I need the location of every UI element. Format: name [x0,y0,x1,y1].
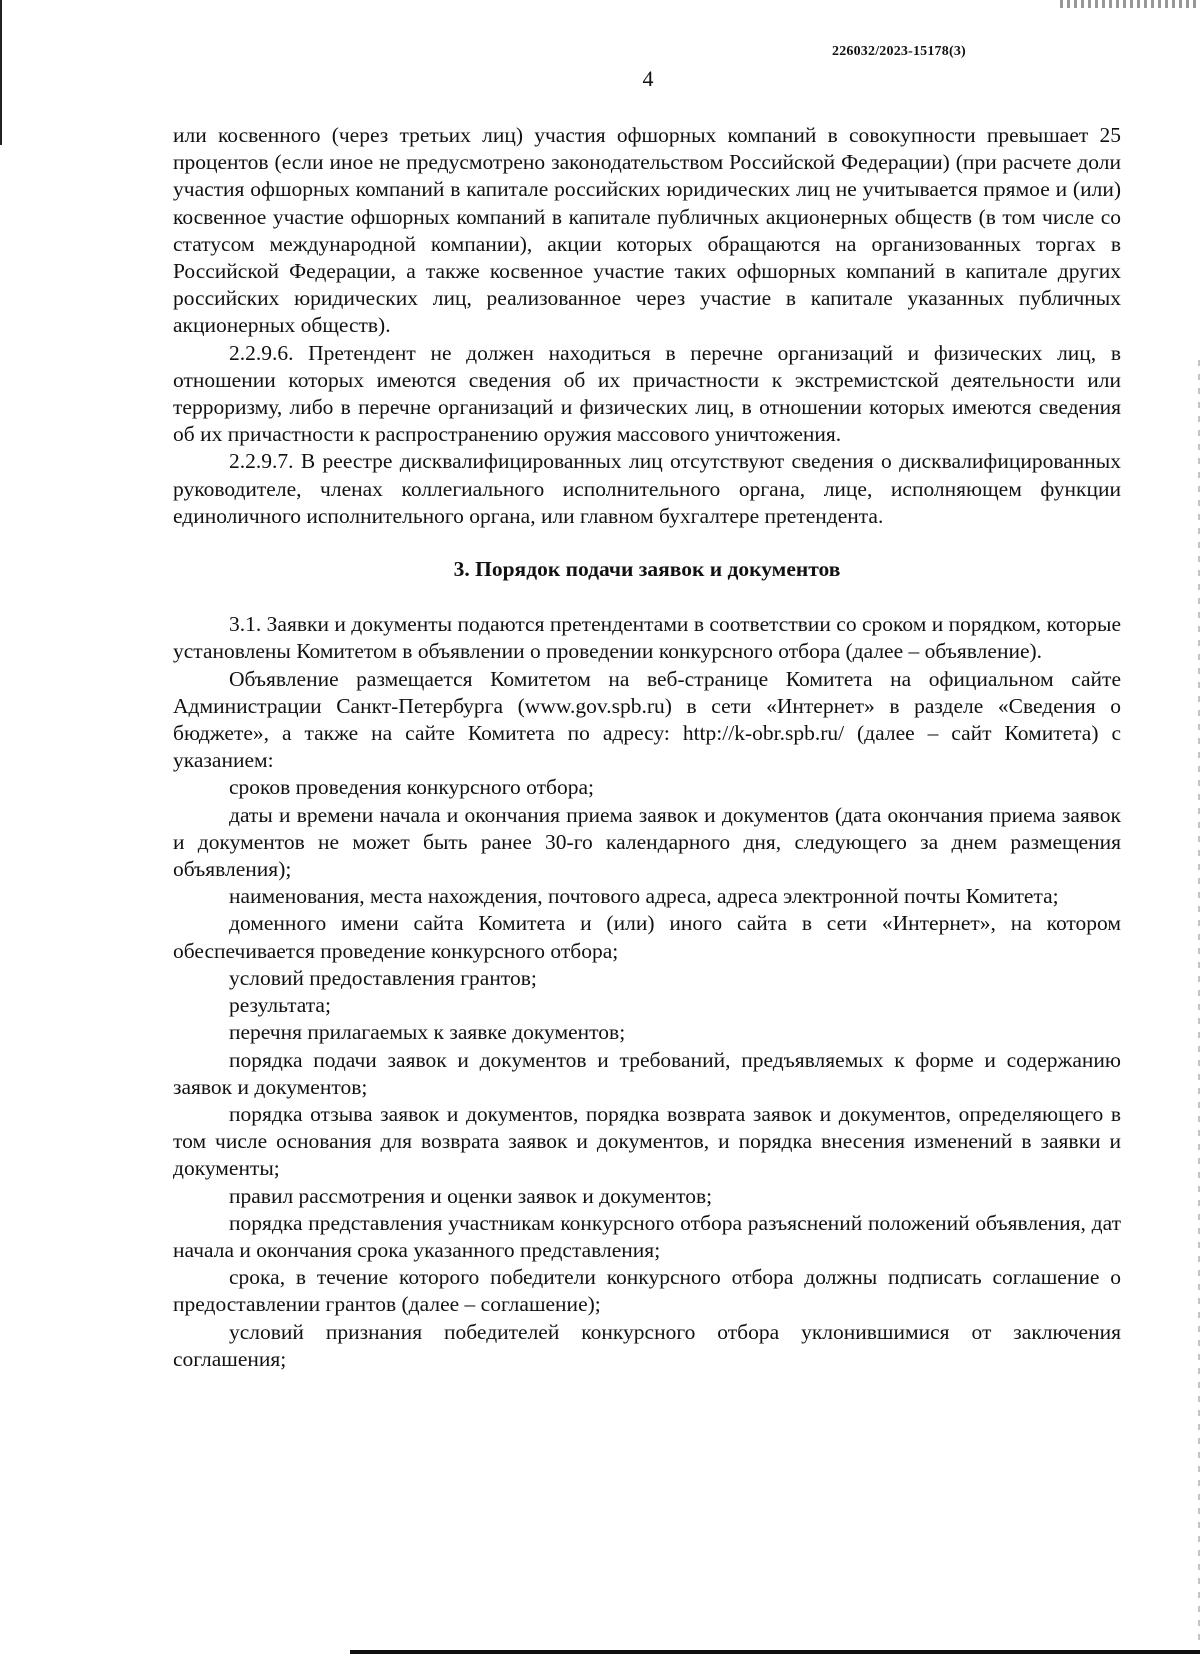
paragraph: порядка представления участникам конкурсного отбора разъяснений положений объявления, дат начала и окончания срока указанного представления; [173,1210,1121,1262]
paragraph: порядка отзыва заявок и документов, порядка возврата заявок и документов, определяющего в том числе основания для возврата заявок и документов, и порядка внесения изменений в заявки и документы; [173,1101,1121,1181]
paragraph: правил рассмотрения и оценки заявок и документов; [229,1183,713,1208]
scan-artifact-top-noise [1060,0,1200,8]
paragraph: даты и времени начала и окончания приема заявок и документов (дата окончания приема заявок и документов не может быть ранее 30-го календарного дня, следующего за днем размещения объявления); [173,802,1121,882]
paragraphs-bottom [173,611,1121,1373]
paragraph: или косвенного (через третьих лиц) участия офшорных компаний в совокупности превышает 25 процентов (если иное не предусмотрено законодательством Российской Федерации) (при расчете доли участия офшорных компаний в капитале российских юридических лиц не учитывается прямое и (или) косвенное участие офшорных компаний в капитале публичных акционерных обществ (в том числе со статусом международной компании), акции которых обращаются на организованных торгах в Российской Федерации, а также косвенное участие таких офшорных компаний в капитале других российских юридических лиц, реализованное через участие в капитале указанных публичных акционерных обществ). [173,123,1121,338]
page-number: 4 [642,66,654,91]
paragraph: результата; [229,993,331,1018]
section-title: 3. Порядок подачи заявок и документов [453,557,841,582]
paragraph: 2.2.9.7. В реестре дисквалифицированных лиц отсутствуют сведения о дисквалифицированных руководителе, членах коллегиального исполнительного органа, лице, исполняющем функции единоличного исполнительного органа, или главном бухгалтере претендента. [173,449,1121,528]
paragraph: доменного имени сайта Комитета и (или) иного сайта в сети «Интернет», на котором обеспечивается проведение конкурсного отбора; [173,911,1121,963]
paragraph: условий предоставления грантов; [229,965,537,990]
paragraph: порядка подачи заявок и документов и требований, предъявляемых к форме и содержанию заявок и документов; [173,1047,1121,1099]
paragraph: сроков проведения конкурсного отбора; [229,775,594,800]
scan-artifact-bottom-line [350,1650,1200,1654]
paragraph: перечня прилагаемых к заявке документов; [229,1020,626,1045]
paragraph: Объявление размещается Комитетом на веб-странице Комитета на официальном сайте Администрации Санкт-Петербурга (www.gov.spb.ru) в сети «Интернет» в разделе «Сведения о бюджете», а также на сайте Комитета по адресу: http://k-obr.spb.ru/ (далее – сайт Комитета) с указанием: [173,666,1121,773]
paragraphs-top [173,122,1121,530]
paragraph: наименования, места нахождения, почтового адреса, адреса электронной почты Комитета; [229,884,1059,909]
paragraph: условий признания победителей конкурсного отбора уклонившимися от заключения соглашения; [173,1319,1121,1371]
paragraph: 3.1. Заявки и документы подаются претендентами в соответствии со сроком и порядком, которые установлены Комитетом в объявлении о проведении конкурсного отбора (далее – объявление). [173,612,1121,664]
document-number: 226032/2023-15178(3) [832,44,966,59]
document-body [173,122,1121,1373]
paragraph: срока, в течение которого победители конкурсного отбора должны подписать соглашение о предоставлении грантов (далее – соглашение); [173,1265,1121,1317]
paragraph: 2.2.9.6. Претендент не должен находиться в перечне организаций и физических лиц, в отношении которых имеются сведения об их причастности к экстремистской деятельности или терроризму, либо в перечне организаций и физических лиц, в отношении которых имеются сведения об их причастности к распространению оружия массового уничтожения. [173,340,1121,447]
